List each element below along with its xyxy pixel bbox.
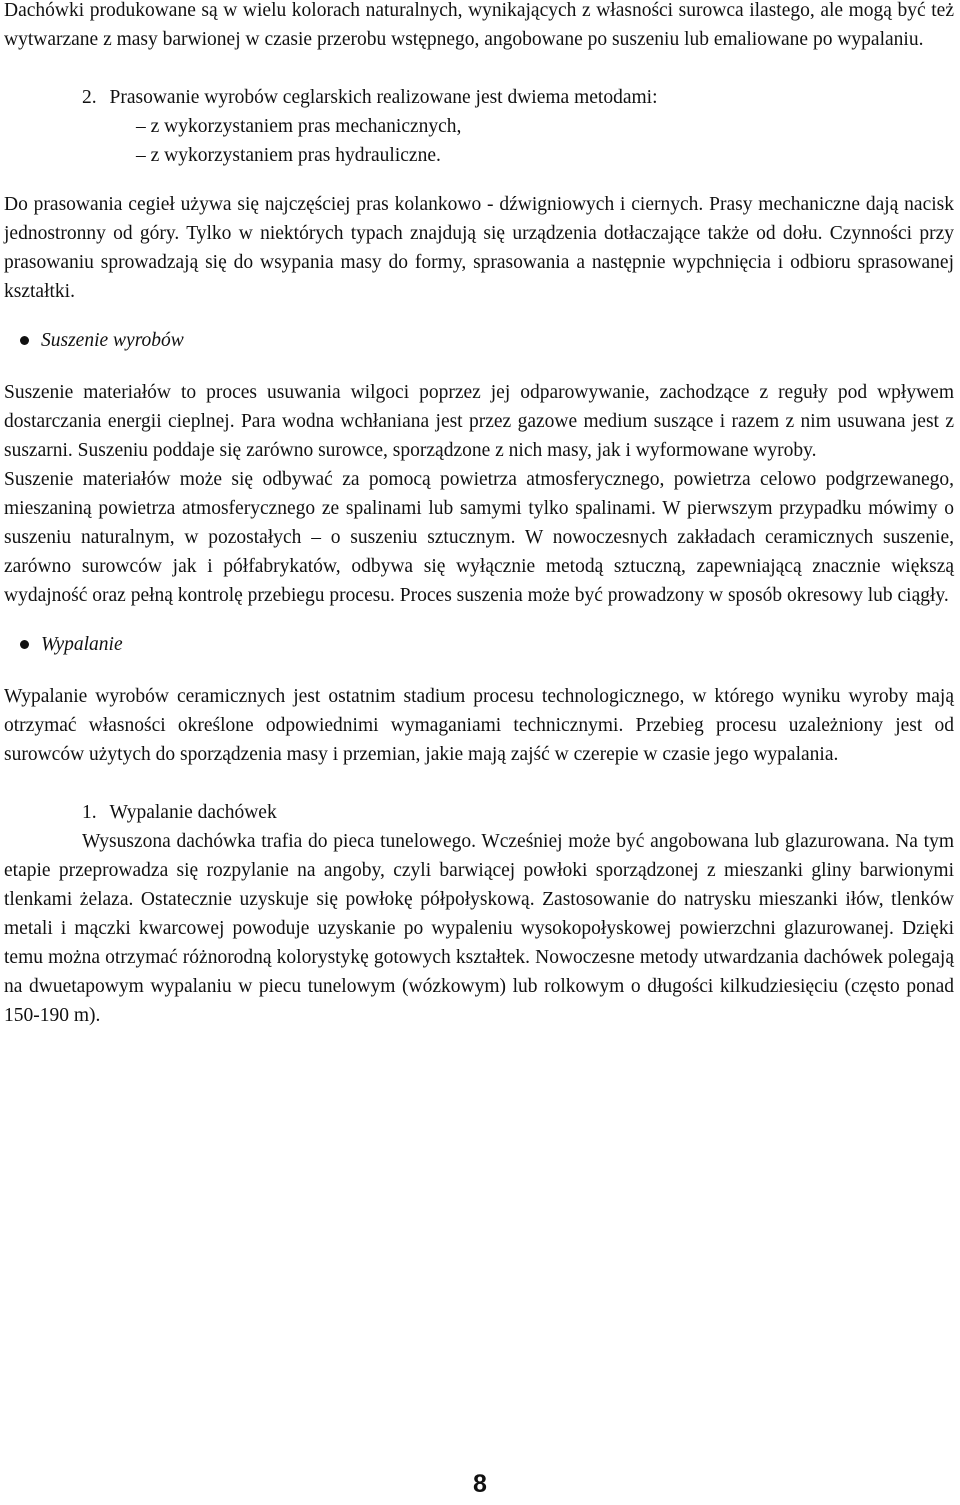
pressing-item-mechanical: – z wykorzystaniem pras mechanicznych, <box>136 116 462 137</box>
drying-paragraph-2: Suszenie materiałów może się odbywać za pomocą powietrza atmosferycznego, powietrza celowo podgrzewanego, mieszaniną powietrza atmosferycznego ze spalinami lub samymi tylko spalinami. W pierwszym przypadku mówimy o suszeniu naturalnym, w pozostałych – o suszeniu sztucznym. W nowoczesnych zakładach ceramicznych suszenie, zarówno surowców jak i półfabrykatów, odbywa się wyłącznie metodą sztuczną, zapewniającą znacznie większą wydajność oraz pełną kontrolę przebiegu procesu. Proces suszenia może być prowadzony w sposób okresowy lub ciągły. <box>4 469 954 606</box>
pressing-item-hydraulic: – z wykorzystaniem pras hydrauliczne. <box>136 145 441 166</box>
bullet-icon <box>20 640 29 649</box>
firing-heading <box>4 630 954 659</box>
drying-heading <box>4 326 954 355</box>
firing-paragraph-1: Wypalanie wyrobów ceramicznych jest ostatnim stadium procesu technologicznego, w którego wyniku wyroby mają otrzymać własności określone odpowiednimi wymaganiami technicznymi. Przebieg procesu uzależniony jest od surowców użytych do sporządzenia masy i przemian, jakie mają zajść w czerepie w czasie jego wypalania. <box>4 686 954 765</box>
pressing-number: 2. <box>82 87 97 108</box>
drying-heading-label: Suszenie wyrobów <box>41 330 184 351</box>
drying-paragraph-1: Suszenie materiałów to proces usuwania wilgoci poprzez jej odparowywanie, zachodzące z reguły pod wpływem dostarczania energii cieplnej. Para wodna wchłaniana jest przez gazowe medium suszące i razem z nim usuwana jest z suszarni. Suszeniu poddaje się zarówno surowce, sporządzone z nich masy, jak i wyformowane wyroby. <box>4 382 954 461</box>
intro-paragraph: Dachówki produkowane są w wielu kolorach naturalnych, wynikających z własności surowca ilastego, ale mogą być też wytwarzane z masy barwionej w czasie przerobu wstępnego, angobowane po suszeniu lub emaliowane po wypalaniu. <box>4 0 954 50</box>
pressing-paragraph: Do prasowania cegieł używa się najczęściej pras kolankowo - dźwigniowych i ciernych. Prasy mechaniczne dają nacisk jednostronny od góry. Tylko w niektórych typach znajdują się urządzenia dotłaczające także od dołu. Czynności przy prasowaniu sprowadzają się do wsypania masy do formy, sprasowania a następnie wypchnięcia i odbioru sprasowanej kształtki. <box>4 194 954 302</box>
pressing-title: Prasowanie wyrobów ceglarskich realizowane jest dwiema metodami: <box>109 87 658 108</box>
bullet-icon <box>20 336 29 345</box>
firing-sub-number: 1. <box>82 802 97 823</box>
pressing-heading <box>4 83 954 112</box>
page-number: 8 <box>473 1470 487 1498</box>
firing-sub-title: Wypalanie dachówek <box>109 802 277 823</box>
document-page <box>4 0 954 1030</box>
firing-subheading <box>4 798 954 827</box>
firing-heading-label: Wypalanie <box>41 634 123 655</box>
firing-paragraph-2: Wysuszona dachówka trafia do pieca tunelowego. Wcześniej może być angobowana lub glazurowana. Na tym etapie przeprowadza się rozpylanie na angoby, czyli barwiącej powłoki sporządzonej z mieszanki gliny barwionymi tlenkami żelaza. Ostatecznie uzyskuje się powłokę półpołyskową. Zastosowanie do natrysku mieszanki iłów, tlenków metali i mączki kwarcowej powoduje uzyskanie po wypaleniu wysokopołyskowej powierzchni glazurowanej. Dzięki temu można otrzymać różnorodną kolorystykę gotowych kształtek. Nowoczesne metody utwardzania dachówek polegają na dwuetapowym wypalaniu w piecu tunelowym (wózkowym) lub rolkowym o długości kilkudziesięciu (często ponad 150-190 m). <box>4 831 954 1026</box>
